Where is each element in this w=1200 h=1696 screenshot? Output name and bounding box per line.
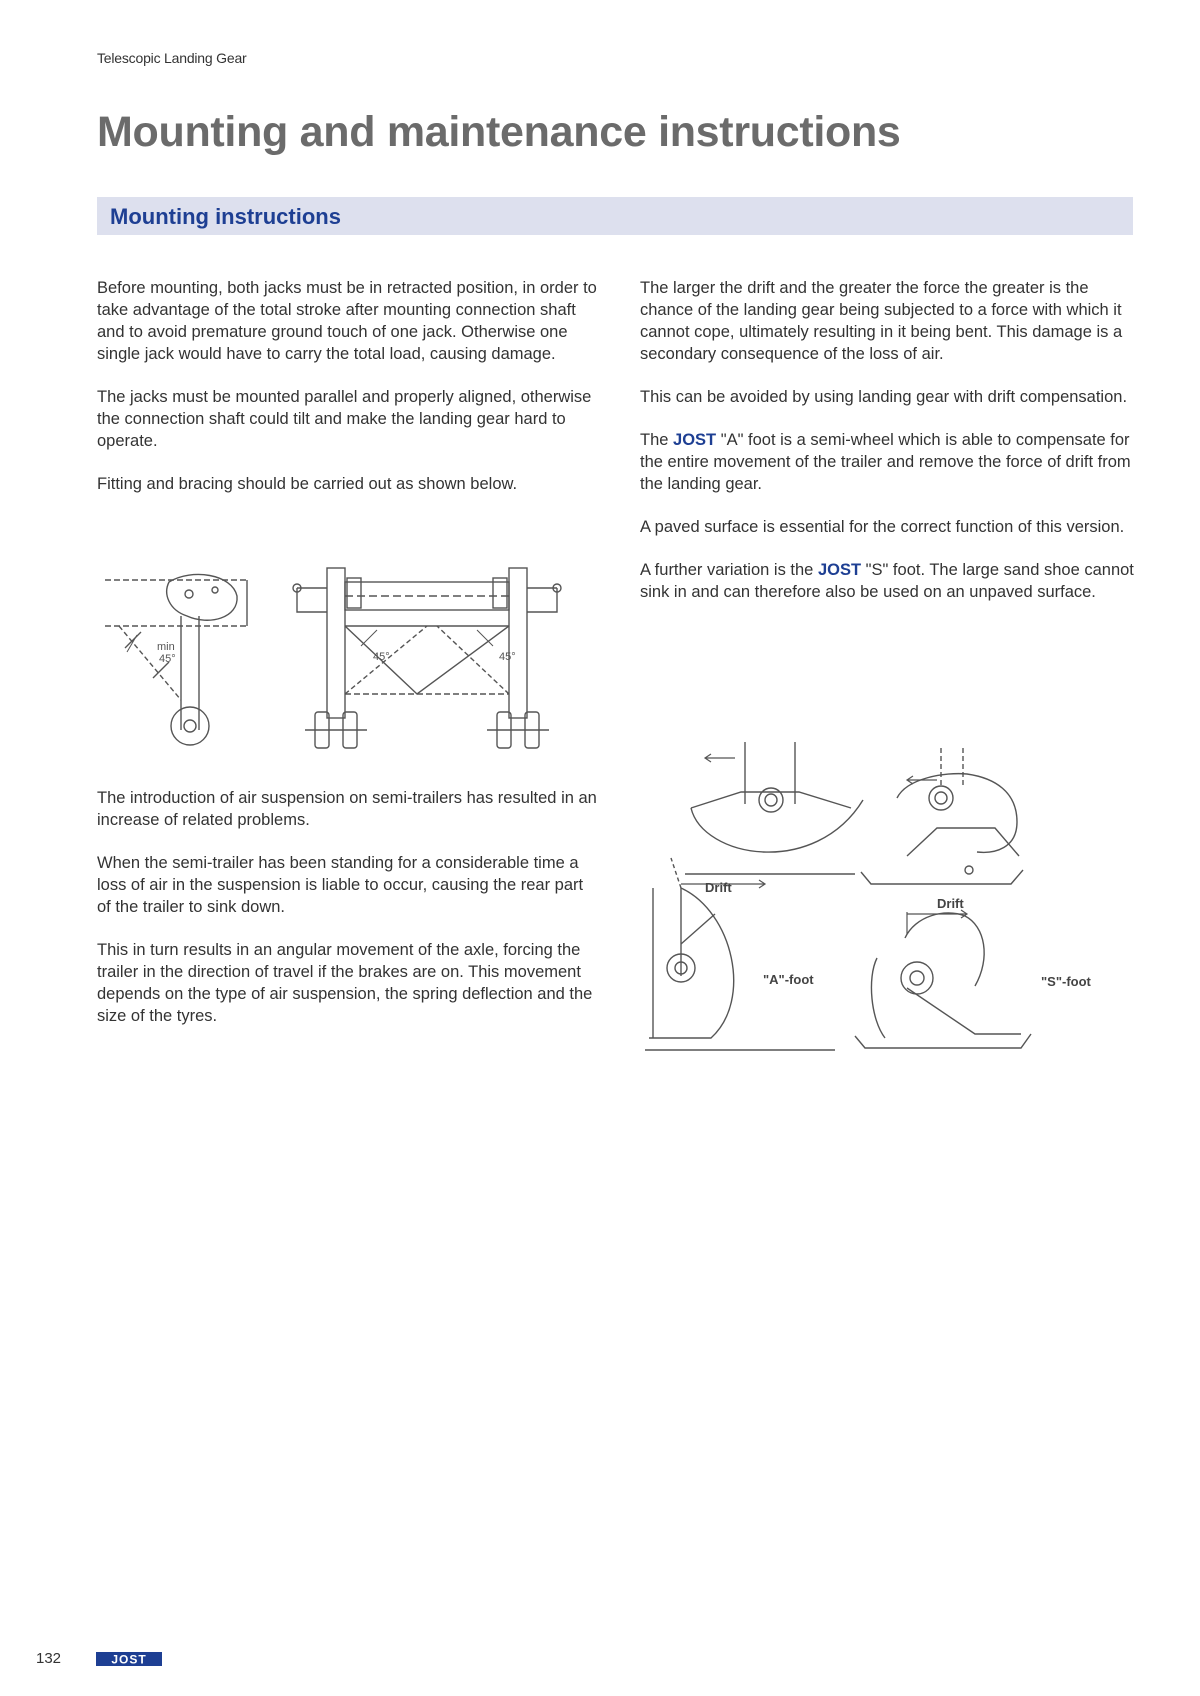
paragraph-drift-force: The larger the drift and the greater the force the greater is the chance of the landing gear being subjected to a force with which it cannot cope, ultimately resulting in it being bent. This damage is a secondary consequence of the loss of air. xyxy=(640,279,1123,363)
paragraph-loss-of-air: When the semi-trailer has been standing for a considerable time a loss of air in the suspension is liable to occur, causing the rear part of the trailer to sink down. xyxy=(97,854,584,916)
page-number: 132 xyxy=(36,1650,62,1667)
page-title: Mounting and maintenance instructions xyxy=(97,108,901,156)
side-view-drawing xyxy=(105,574,247,745)
a-foot-label: "A"-foot xyxy=(763,972,814,987)
paragraph-mounting-retracted: Before mounting, both jacks must be in retracted position, in order to take advantage of the total stroke after mounting connection shaft and to avoid premature ground touch of one jack. Otherwise one single jack would have to carry the total load, causing damage. xyxy=(97,279,597,363)
s-foot-tilted-drawing xyxy=(855,910,1031,1048)
right-column xyxy=(640,277,1140,624)
jost-logo xyxy=(96,1650,164,1668)
front-angle-label-left: 45° xyxy=(373,651,390,663)
paragraph-air-suspension: The introduction of air suspension on semi-trailers has resulted in an increase of related problems. xyxy=(97,789,597,829)
section-title: Mounting instructions xyxy=(110,204,341,229)
paragraph-s-foot: A further variation is the JOST "S" foot. The large sand shoe cannot sink in and can therefore also be used on an unpaved surface. xyxy=(640,561,1134,601)
paragraph-drift-compensation: This can be avoided by using landing gear with drift compensation. xyxy=(640,388,1128,406)
min-label: min xyxy=(157,641,175,653)
side-angle-label: 45° xyxy=(159,653,176,665)
brand-name-jost: JOST xyxy=(673,431,717,449)
front-angle-label-right: 45° xyxy=(499,651,516,663)
left-column-bottom xyxy=(97,787,597,1048)
s-foot-upright-drawing xyxy=(861,748,1023,884)
paragraph-paved-surface: A paved surface is essential for the correct function of this version. xyxy=(640,518,1125,536)
logo-text: JOST xyxy=(111,1652,147,1667)
brand-name-jost: JOST xyxy=(817,561,862,579)
section-header-bar xyxy=(97,197,1133,235)
a-foot-tilted-drawing xyxy=(645,858,835,1050)
running-head: Telescopic Landing Gear xyxy=(97,50,247,66)
foot-types-figure xyxy=(645,738,1125,1058)
mounting-bracing-figure xyxy=(97,560,597,760)
front-view-drawing xyxy=(293,568,561,748)
paragraph-fitting-bracing: Fitting and bracing should be carried out as shown below. xyxy=(97,475,518,493)
left-column-top xyxy=(97,277,597,516)
drift-label-a-foot: Drift xyxy=(705,880,732,895)
s-foot-label: "S"-foot xyxy=(1041,974,1091,989)
paragraph-a-foot: The JOST "A" foot is a semi-wheel which is able to compensate for the entire movement of the trailer and remove the force of drift from the landing gear. xyxy=(640,431,1131,493)
drift-label-s-foot: Drift xyxy=(937,896,964,911)
a-foot-upright-drawing xyxy=(685,742,863,874)
paragraph-parallel-alignment: The jacks must be mounted parallel and properly aligned, otherwise the connection shaft could tilt and make the landing gear hard to operate. xyxy=(97,388,592,450)
paragraph-angular-movement: This in turn results in an angular movement of the axle, forcing the trailer in the direction of travel if the brakes are on. This movement depends on the type of air suspension, the spring deflection and the size of the tyres. xyxy=(97,941,593,1025)
